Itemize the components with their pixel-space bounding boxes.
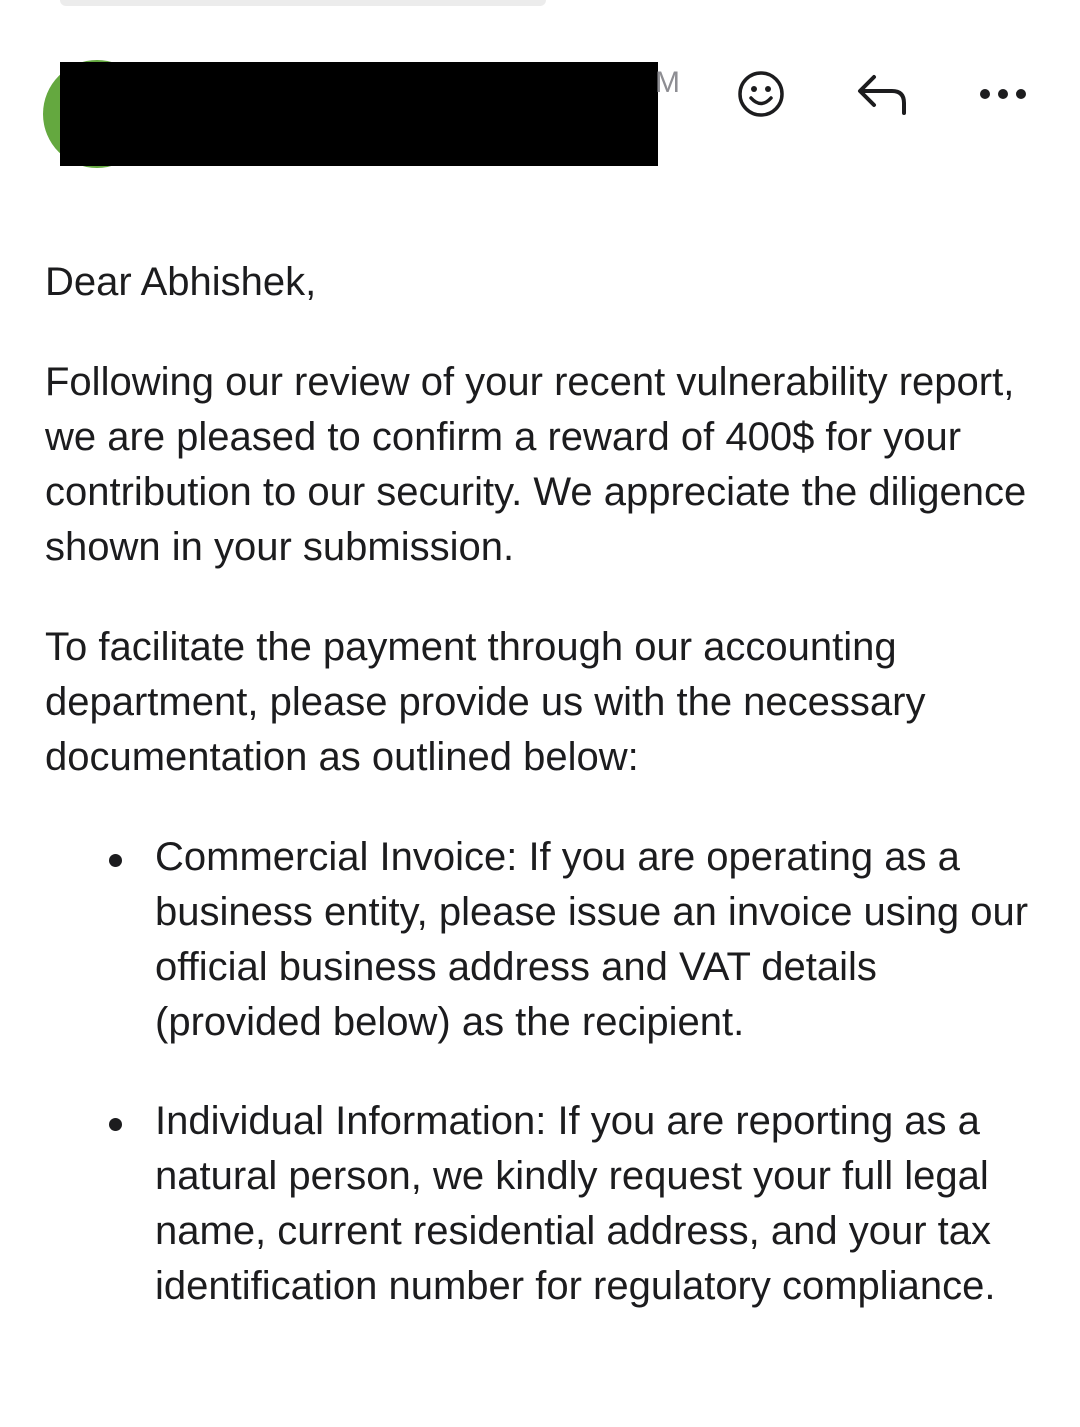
list-item: [45, 830, 1045, 1050]
smiley-face-icon[interactable]: [731, 64, 791, 124]
bullet-icon: [109, 854, 122, 867]
bullet-icon: [109, 1118, 122, 1131]
redacted-sender-info: [60, 62, 658, 166]
email-greeting: Dear Abhishek,: [45, 260, 317, 304]
timestamp-fragment: M: [655, 66, 680, 99]
reply-arrow-icon[interactable]: [852, 64, 912, 124]
email-header: [0, 0, 1080, 190]
email-paragraph: To facilitate the payment through our accounting department, please provide us with the necessary documentation as outlined below:: [45, 625, 926, 779]
list-item-text: Commercial Invoice: If you are operating as a business entity, please issue an invoice using our official business address and VAT details (provided below) as the recipient.: [155, 835, 1029, 1044]
list-item: [45, 1094, 1045, 1314]
more-dots-icon[interactable]: [973, 64, 1033, 124]
documentation-list: [45, 830, 1045, 1314]
email-body: [45, 255, 1045, 1358]
email-paragraph: Following our review of your recent vulnerability report, we are pleased to confirm a reward of 400$ for your contribution to our security. We appreciate the diligence shown in your submission.: [45, 360, 1027, 569]
list-item-text: Individual Information: If you are reporting as a natural person, we kindly request your full legal name, current residential address, and your tax identification number for regulatory compliance.: [155, 1099, 996, 1308]
